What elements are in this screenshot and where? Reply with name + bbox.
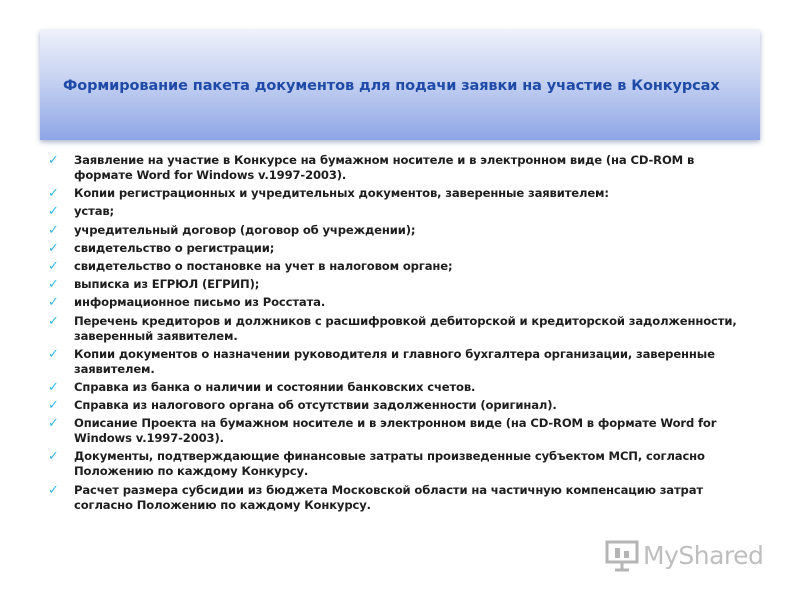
checkmark-icon: ✓ [48,398,59,414]
checkmark-icon: ✓ [48,186,59,202]
list-item-text: Описание Проекта на бумажном носителе и в электронном виде (на CD-ROM в формате Word for Windows v.1997-2003). [74,416,717,446]
list-item-text: Копии документов о назначении руководителя и главного бухгалтера организации, заверенные заявителем. [74,346,715,376]
list-item [48,449,748,479]
list-item-text: свидетельство о постановке на учет в налоговом органе; [74,258,453,273]
list-item [48,186,748,201]
list-item-text: учредительный договор (договор об учреждении); [74,222,416,237]
list-item [48,153,748,183]
list-item [48,347,748,377]
checkmark-icon: ✓ [48,449,59,465]
list-item [48,259,748,274]
checkmark-icon: ✓ [48,204,59,220]
watermark-logo [605,535,765,575]
list-item-text: Заявление на участие в Конкурсе на бумажном носителе и в электронном виде (на CD-ROM в формате Word for Windows v.1997-2003). [74,153,695,182]
list-item-text: Перечень кредиторов и должников с расшифровкой дебиторской и кредиторской задолженности, заверенный заявителем. [74,313,737,343]
list-item [48,277,748,292]
list-item [48,295,748,310]
list-item-text: Справка из банка о наличии и состоянии банковских счетов. [74,379,476,394]
list-item [48,204,748,219]
list-item [48,223,748,238]
presentation-board-icon [605,538,639,572]
slide-title-bar [40,30,760,140]
list-item-text: информационное письмо из Росстата. [74,295,326,310]
checkmark-icon: ✓ [48,258,59,274]
list-item-text: выписка из ЕГРЮЛ (ЕГРИП); [74,277,260,292]
list-item [48,398,748,413]
checkmark-icon: ✓ [48,153,59,168]
checkmark-icon: ✓ [48,222,59,238]
checkmark-icon: ✓ [48,416,59,432]
checkmark-icon: ✓ [48,240,59,256]
list-item-text: устав; [74,204,115,219]
list-item-text: свидетельство о регистрации; [74,240,275,255]
watermark-text: MyShared [643,540,764,570]
slide-title: Формирование пакета документов для подачи заявки на участие в Конкурсах [63,78,720,94]
list-item-text: Документы, подтверждающие финансовые затраты произведенные субъектом МСП, согласно Положению по каждому Конкурсу. [74,449,705,479]
list-item [48,380,748,395]
list-item-text: Расчет размера субсидии из бюджета Московской области на частичную компенсацию затрат согласно Положению по каждому Конкурсу. [74,482,703,512]
list-item [48,314,748,344]
checkmark-icon: ✓ [48,379,59,395]
checkmark-icon: ✓ [48,277,59,293]
document-checklist [48,153,748,516]
list-item-text: Копии регистрационных и учредительных документов, заверенные заявителем: [74,186,609,201]
checkmark-icon: ✓ [48,482,59,498]
checkmark-icon: ✓ [48,313,59,329]
checkmark-icon: ✓ [48,346,59,362]
list-item [48,241,748,256]
checkmark-icon: ✓ [48,295,59,311]
list-item-text: Справка из налогового органа об отсутствии задолженности (оригинал). [74,398,557,413]
list-item [48,483,748,513]
list-item [48,416,748,446]
